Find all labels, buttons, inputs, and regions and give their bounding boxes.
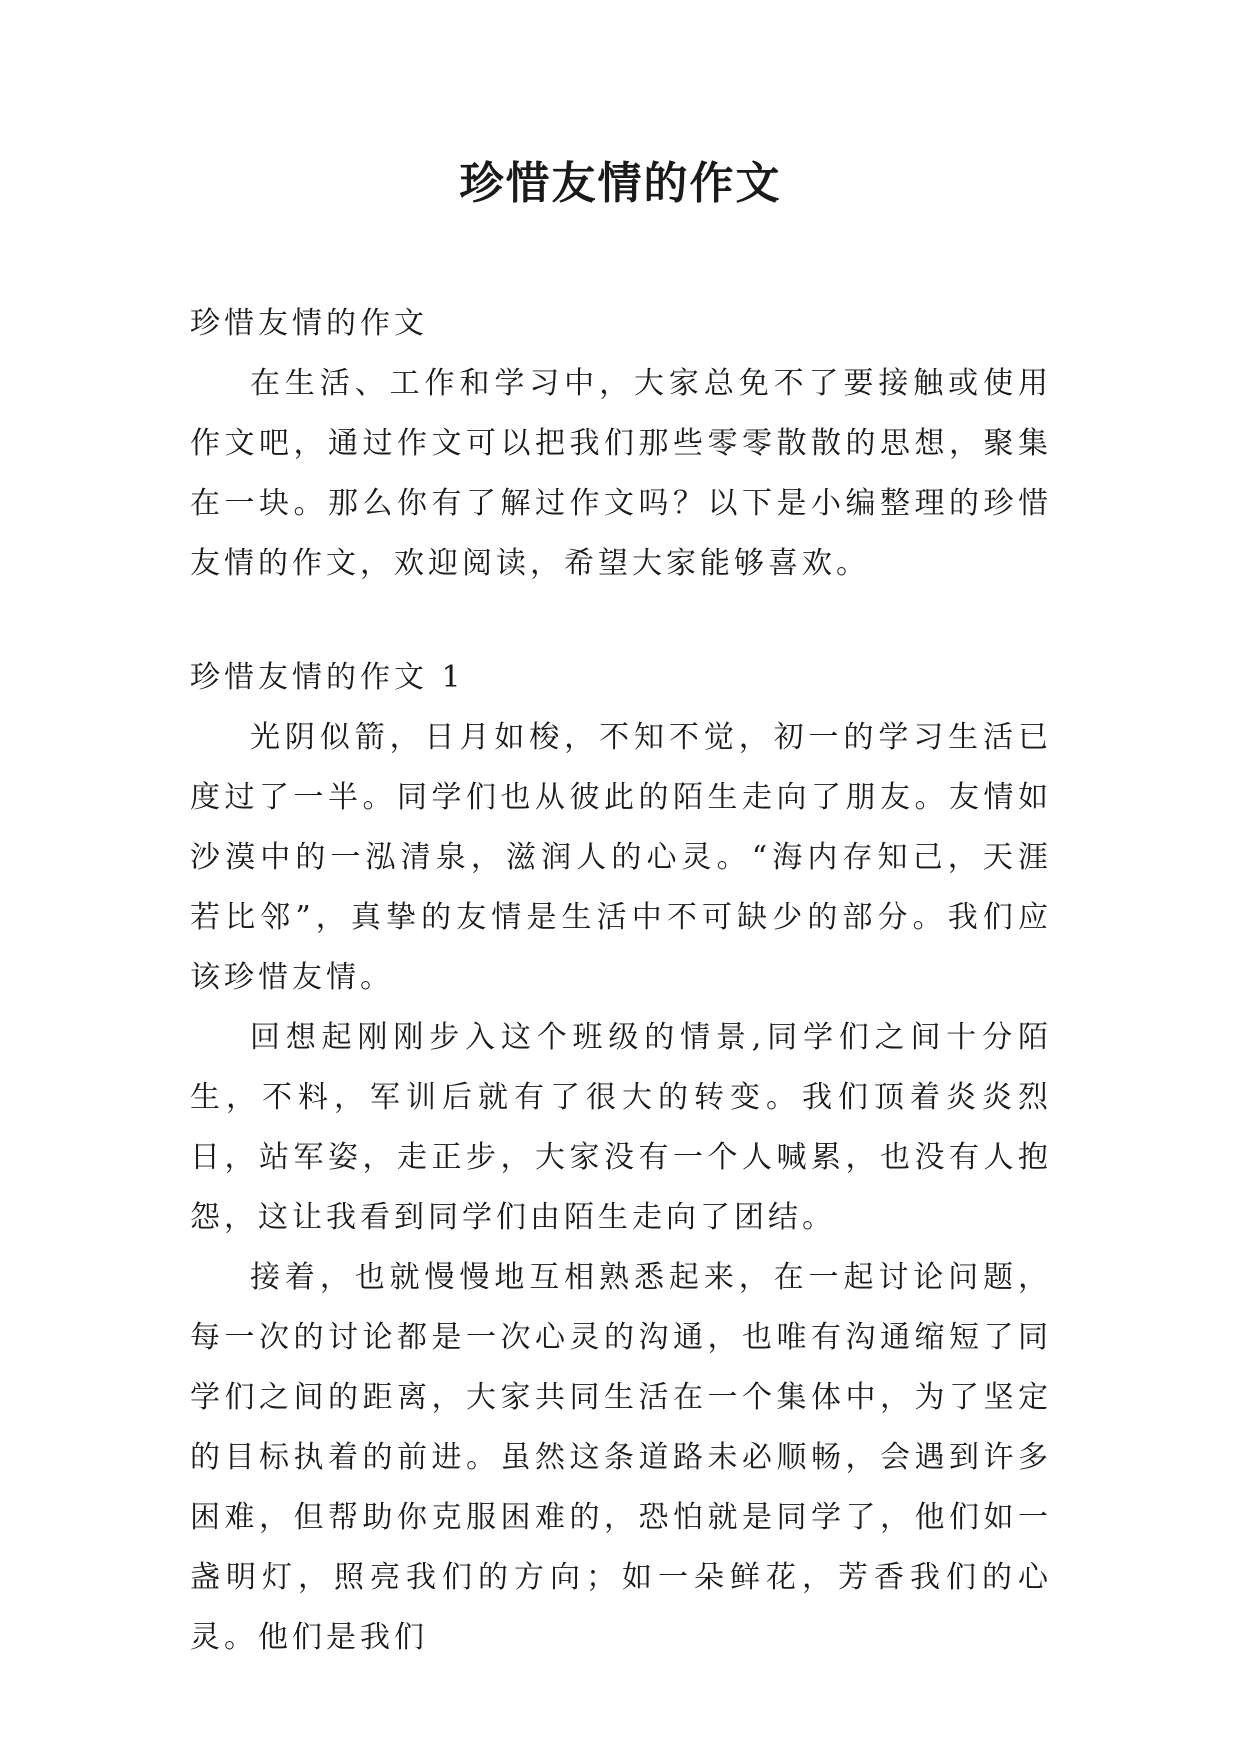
document-title: 珍惜友情的作文 bbox=[459, 158, 782, 209]
section-heading: 珍惜友情的作文 1 bbox=[190, 660, 465, 695]
body-paragraph: 接着，也就慢慢地互相熟悉起来，在一起讨论问题，每一次的讨论都是一次心灵的沟通，也唯有沟通缩短了同学们之间的距离，大家共同生活在一个集体中，为了坚定的目标执着的前进。虽然这条道路未必顺畅，会遇到许多困难，但帮助你克服困难的，恐怕就是同学了，他们如一盏明灯，照亮我们的方向；如一朵鲜花，芳香我们的心灵。他们是我们 bbox=[190, 1260, 1052, 1655]
section-spacer bbox=[190, 594, 1052, 648]
intro-heading: 珍惜友情的作文 bbox=[190, 306, 428, 341]
intro-paragraph: 在生活、工作和学习中，大家总免不了要接触或使用作文吧，通过作文可以把我们那些零零散散的思想，聚集在一块。那么你有了解过作文吗？以下是小编整理的珍惜友情的作文，欢迎阅读，希望大家能够喜欢。 bbox=[190, 366, 1052, 581]
body-paragraph: 光阴似箭，日月如梭，不知不觉，初一的学习生活已度过了一半。同学们也从彼此的陌生走向了朋友。友情如沙漠中的一泓清泉，滋润人的心灵。“海内存知己，天涯若比邻”，真挚的友情是生活中不可缺少的部分。我们应该珍惜友情。 bbox=[190, 720, 1052, 995]
body-paragraph: 回想起刚刚步入这个班级的情景,同学们之间十分陌生，不料，军训后就有了很大的转变。我们顶着炎炎烈日，站军姿，走正步，大家没有一个人喊累，也没有人抱怨，这让我看到同学们由陌生走向了团结。 bbox=[190, 1020, 1052, 1235]
document-body bbox=[190, 294, 1052, 1668]
